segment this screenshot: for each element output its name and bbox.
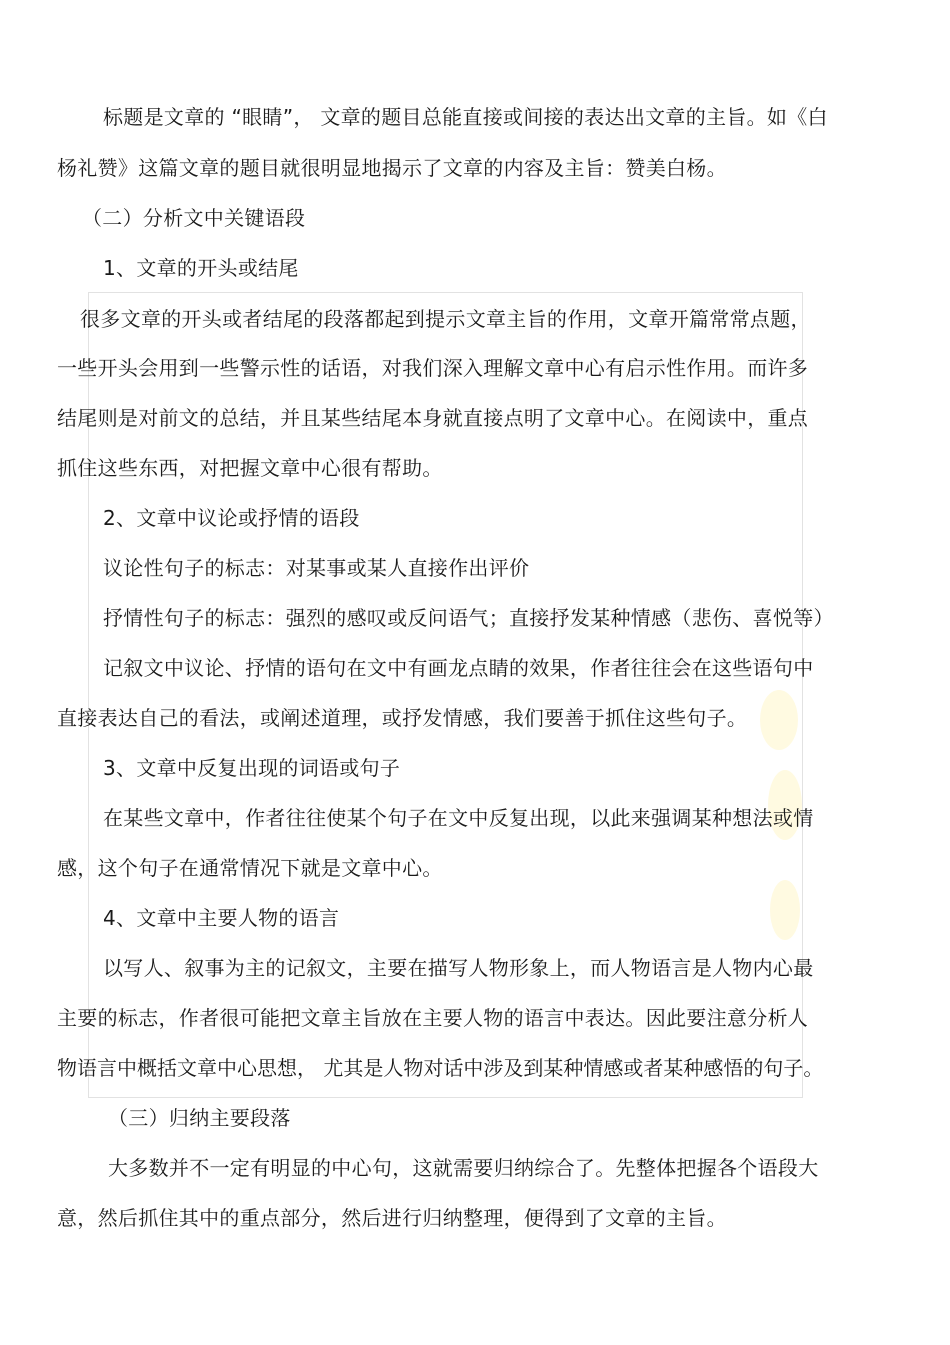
text-line: 标题是文章的 “眼睛”， 文章的题目总能直接或间接的表达出文章的主旨。如《白 <box>103 105 828 129</box>
text-line: 杨礼赞》这篇文章的题目就很明显地揭示了文章的内容及主旨：赞美白杨。 <box>57 156 727 180</box>
text-line: 物语言中概括文章中心思想， 尤其是人物对话中涉及到某种情感或者某种感悟的句子。 <box>57 1056 824 1080</box>
text-line: 很多文章的开头或者结尾的段落都起到提示文章主旨的作用，文章开篇常常点题， <box>80 307 811 331</box>
subsection-heading: 1、文章的开头或结尾 <box>103 256 299 280</box>
text-line: 抓住这些东西，对把握文章中心很有帮助。 <box>57 456 443 480</box>
text-line: 大多数并不一定有明显的中心句，这就需要归纳综合了。先整体把握各个语段大 <box>108 1156 819 1180</box>
text-line: 一些开头会用到一些警示性的话语，对我们深入理解文章中心有启示性作用。而许多 <box>57 356 809 380</box>
section-heading: （三）归纳主要段落 <box>108 1106 291 1130</box>
text-line: 主要的标志，作者很可能把文章主旨放在主要人物的语言中表达。因此要注意分析人 <box>57 1006 809 1030</box>
text-line: 在某些文章中，作者往往使某个句子在文中反复出现，以此来强调某种想法或情 <box>103 806 814 830</box>
subsection-heading: 3、文章中反复出现的词语或句子 <box>103 756 401 780</box>
scan-smudge <box>770 880 800 940</box>
text-line: 议论性句子的标志：对某事或某人直接作出评价 <box>103 556 530 580</box>
text-line: 以写人、叙事为主的记叙文，主要在描写人物形象上，而人物语言是人物内心最 <box>103 956 814 980</box>
subsection-heading: 2、文章中议论或抒情的语段 <box>103 506 360 530</box>
text-line: 直接表达自己的看法，或阐述道理，或抒发情感，我们要善于抓住这些句子。 <box>57 706 748 730</box>
scan-smudge <box>760 690 798 750</box>
text-line: 意，然后抓住其中的重点部分，然后进行归纳整理，便得到了文章的主旨。 <box>57 1206 727 1230</box>
text-line: 感，这个句子在通常情况下就是文章中心。 <box>57 856 443 880</box>
subsection-heading: 4、文章中主要人物的语言 <box>103 906 340 930</box>
text-line: 结尾则是对前文的总结，并且某些结尾本身就直接点明了文章中心。在阅读中，重点 <box>57 406 809 430</box>
text-line: 记叙文中议论、抒情的语句在文中有画龙点睛的效果，作者往往会在这些语句中 <box>103 656 814 680</box>
section-heading: （二）分析文中关键语段 <box>82 206 306 230</box>
text-line: 抒情性句子的标志：强烈的感叹或反问语气；直接抒发某种情感（悲伤、喜悦等） <box>103 606 834 630</box>
